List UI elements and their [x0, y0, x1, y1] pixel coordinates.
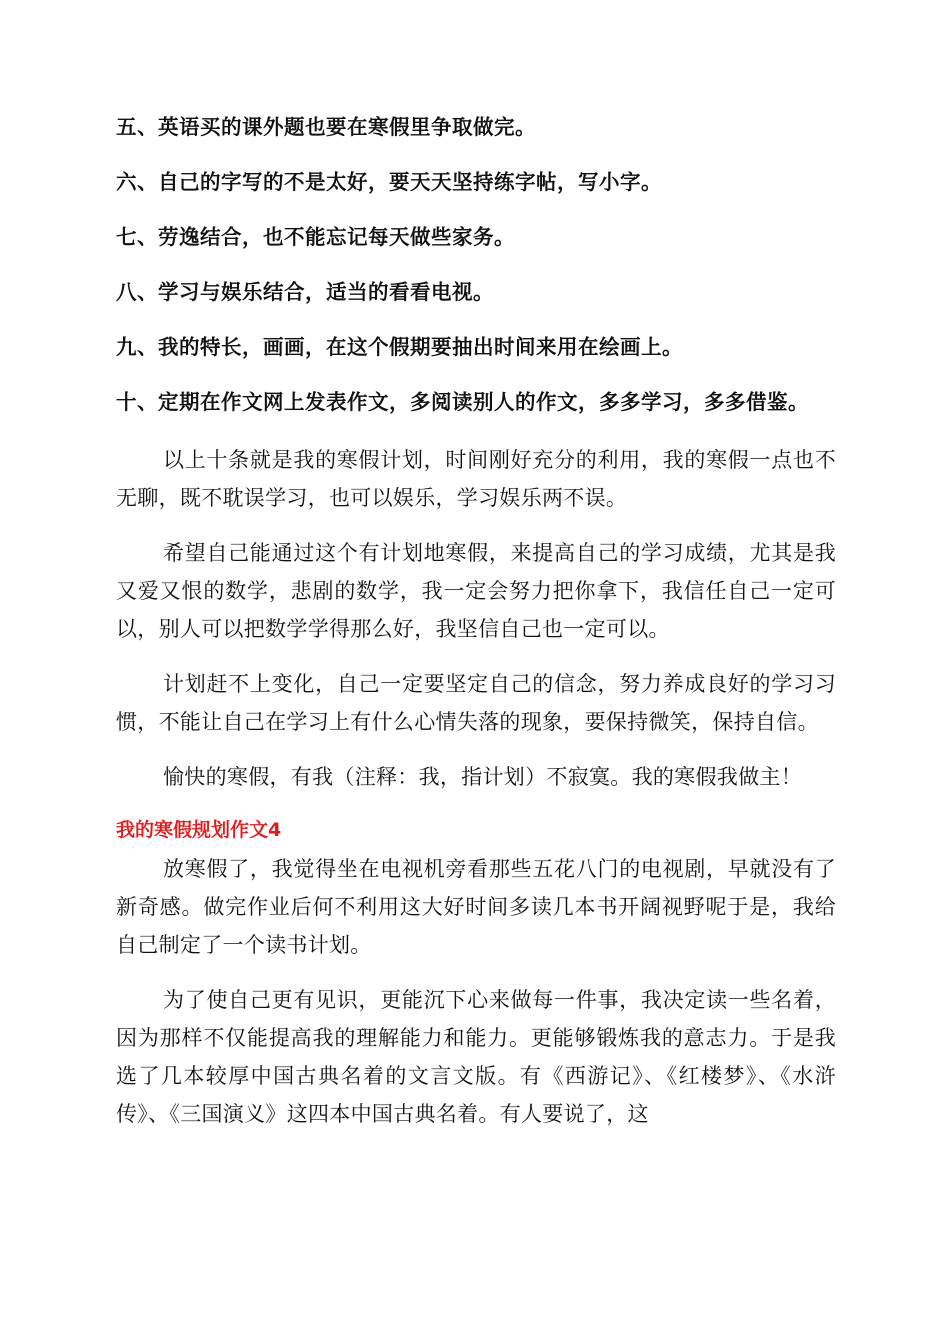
body-paragraph: 以上十条就是我的寒假计划，时间刚好充分的利用，我的寒假一点也不无聊，既不耽误学习，也可以娱乐，学习娱乐两不误。: [116, 448, 836, 510]
list-item: 八、学习与娱乐结合，适当的看看电视。: [116, 280, 494, 304]
body-paragraph: 希望自己能通过这个有计划地寒假，来提高自己的学习成绩，尤其是我又爱又恨的数学，悲剧的数学，我一定会努力把你拿下，我信任自己一定可以，别人可以把数学学得那么好，我坚信自己也一定可以。: [116, 541, 836, 641]
list-item: 五、英语买的课外题也要在寒假里争取做完。: [116, 115, 536, 139]
list-item: 六、自己的字写的不是太好，要天天坚持练字帖，写小字。: [116, 170, 662, 194]
body-paragraph: 放寒假了，我觉得坐在电视机旁看那些五花八门的电视剧，早就没有了新奇感。做完作业后何不利用这大好时间多读几本书开阔视野呢于是，我给自己制定了一个读书计划。: [116, 857, 836, 957]
body-paragraph: 为了使自己更有见识，更能沉下心来做每一件事，我决定读一些名着，因为那样不仅能提高我的理解能力和能力。更能够锻炼我的意志力。于是我选了几本较厚中国古典名着的文言文版。有《西游记》、《红楼梦》、《水浒传》、《三国演义》这四本中国古典名着。有人要说了，这: [116, 988, 836, 1126]
list-item: 七、劳逸结合，也不能忘记每天做些家务。: [116, 225, 515, 249]
section-heading: 我的寒假规划作文4: [116, 819, 282, 841]
document-page: [116, 108, 836, 1150]
list-item: 九、我的特长，画画，在这个假期要抽出时间来用在绘画上。: [116, 335, 683, 359]
body-paragraph: 愉快的寒假，有我（注释：我，指计划）不寂寞。我的寒假我做主！: [163, 765, 802, 789]
body-paragraph: 计划赶不上变化，自己一定要坚定自己的信念，努力养成良好的学习习惯，不能让自己在学习上有什么心情失落的现象，要保持微笑，保持自信。: [116, 672, 836, 734]
list-item: 十、定期在作文网上发表作文，多阅读别人的作文，多多学习，多多借鉴。: [116, 390, 809, 414]
